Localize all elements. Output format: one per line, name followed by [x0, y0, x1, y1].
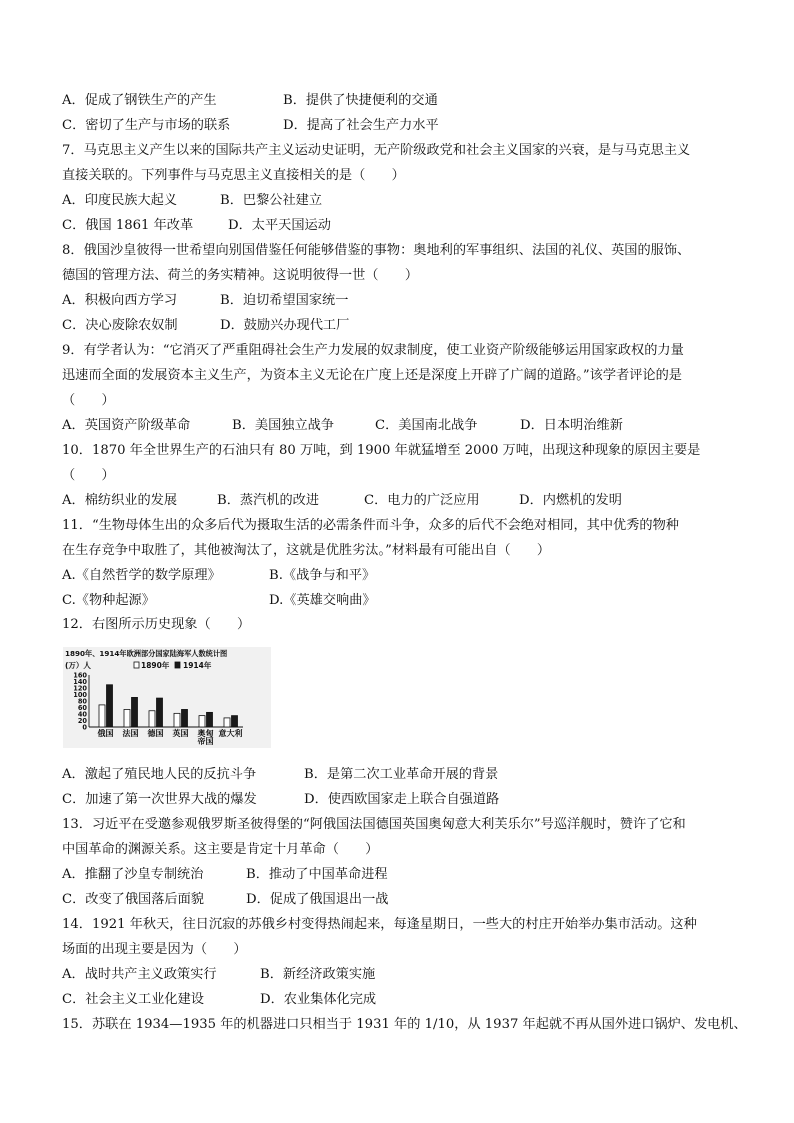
q11-option-b: B.《战争与和平》: [269, 568, 376, 583]
q11-option-d: D.《英雄交响曲》: [269, 593, 376, 608]
q10-option-d: D．内燃机的发明: [519, 493, 622, 508]
bar-1914年-奥匈帝国: [207, 712, 213, 727]
q10-option-b: B．蒸汽机的改进: [217, 493, 320, 508]
x-tick-label: 德国: [147, 729, 164, 738]
x-tick-label: 俄国: [97, 729, 114, 738]
legend-label-1914: 1914年: [183, 661, 212, 670]
q12-bar-chart: [63, 647, 271, 748]
q8-option-b: B．迫切希望国家统一: [220, 293, 349, 308]
q12-option-b: B．是第二次工业革命开展的背景: [304, 767, 499, 782]
q9-option-c: C．美国南北战争: [375, 418, 478, 433]
q7-option-a: A．印度民族大起义: [62, 193, 178, 208]
q8-option-c: C．决心废除农奴制: [62, 318, 178, 333]
q8-option-d: D．鼓励兴办现代工厂: [220, 318, 350, 333]
q7-stem-line-1: 7．马克思主义产生以来的国际共产主义运动史证明，无产阶级政党和社会主义国家的兴衰，是与马克思主义: [62, 143, 691, 158]
q14-stem-line-2: 场面的出现主要是因为（ ）: [62, 942, 247, 957]
bar-1890年-意大利: [224, 718, 230, 727]
y-tick-label: 160: [73, 671, 87, 680]
bar-1914年-意大利: [232, 716, 238, 727]
q7-stem-line-2: 直接关联的。下列事件与马克思主义直接相关的是（ ）: [62, 168, 405, 183]
q13-stem-line-2: 中国革命的渊源关系。这主要是肯定十月革命（ ）: [62, 842, 379, 857]
q14-option-b: B．新经济政策实施: [260, 967, 376, 982]
q10-option-a: A．棉纺织业的发展: [62, 493, 178, 508]
y-tick-label: 20: [77, 717, 87, 725]
q6-option-d: D．提高了社会生产力水平: [283, 118, 439, 133]
q7-option-d: D．太平天国运动: [228, 218, 331, 233]
q11-option-c: C.《物种起源》: [62, 593, 155, 608]
q8-stem-line-2: 德国的管理方法、荷兰的务实精神。这说明彼得一世（ ）: [62, 268, 419, 283]
bar-1890年-法国: [124, 709, 130, 727]
q12-option-a: A．激起了殖民地人民的反抗斗争: [62, 767, 257, 782]
y-tick-label: 120: [73, 684, 87, 693]
q6-option-c: C．密切了生产与市场的联系: [62, 118, 231, 133]
q12-chart-svg: [63, 647, 271, 748]
q10-stem-line-2: （ ）: [62, 468, 115, 483]
q8-option-a: A．积极向西方学习: [62, 293, 178, 308]
q11-stem-line-2: 在生存竞争中取胜了，其他被淘汰了，这就是优胜劣汰。”材料最有可能出自（ ）: [62, 543, 551, 558]
x-tick-label: 英国: [172, 729, 189, 738]
chart-title: 1890年、1914年欧洲部分国家陆海军人数统计图: [65, 649, 228, 658]
q9-stem-line-2: 迅速而全面的发展资本主义生产，为资本主义无论在广度上还是深度上开辟了广阔的道路。”该学者评论的是: [62, 368, 682, 383]
x-tick-label: 帝国: [197, 737, 214, 746]
bar-1890年-俄国: [99, 705, 105, 727]
bar-1914年-英国: [182, 709, 188, 727]
bar-1890年-德国: [149, 711, 155, 727]
bar-1890年-英国: [174, 713, 180, 727]
q9-stem-line-1: 9．有学者认为：“它消灭了严重阻碍社会生产力发展的奴隶制度，使工业资产阶级能够运用国家政权的力量: [62, 343, 684, 358]
y-tick-label: 80: [77, 697, 87, 706]
chart-unit-label: (万）人: [65, 661, 91, 670]
q14-option-a: A．战时共产主义政策实行: [62, 967, 217, 982]
y-tick-label: 60: [77, 704, 87, 712]
q6-option-b: B．提供了快捷便利的交通: [283, 93, 438, 108]
bar-1914年-德国: [157, 698, 163, 727]
y-tick-label: 40: [77, 710, 87, 719]
legend-swatch-1914: [175, 662, 180, 668]
q10-option-c: C．电力的广泛应用: [364, 493, 480, 508]
q12-option-d: D．使西欧国家走上联合自强道路: [304, 792, 500, 807]
q7-option-c: C．俄国 1861 年改革: [62, 218, 194, 233]
q8-stem-line-1: 8．俄国沙皇彼得一世希望向别国借鉴任何能够借鉴的事物：奥地利的军事组织、法国的礼仪、英国的服饰、: [62, 243, 691, 258]
q12-stem: 12．右图所示历史现象（ ）: [62, 617, 251, 632]
q9-stem-line-3: （ ）: [62, 393, 115, 408]
bar-1890年-奥匈帝国: [199, 716, 205, 727]
q11-option-a: A.《自然哲学的数学原理》: [62, 568, 221, 583]
q9-option-d: D．日本明治维新: [520, 418, 623, 433]
q13-stem-line-1: 13．习近平在受邀参观俄罗斯圣彼得堡的“阿俄国法国德国英国奥匈意大利芙乐尔”号巡洋舰时，赞许了它和: [62, 817, 686, 832]
q13-option-b: B．推动了中国革命进程: [246, 867, 388, 882]
q11-stem-line-1: 11．“生物母体生出的众多后代为摄取生活的必需条件而斗争，众多的后代不会绝对相同，其中优秀的物种: [62, 518, 679, 533]
legend-swatch-1890: [134, 662, 139, 668]
y-tick-label: 140: [73, 678, 87, 686]
y-tick-label: 0: [82, 723, 87, 732]
x-tick-label: 法国: [122, 729, 139, 738]
q14-stem-line-1: 14．1921 年秋天，往日沉寂的苏俄乡村变得热闹起来，每逢星期日，一些大的村庄开始举办集市活动。这种: [62, 917, 697, 932]
x-tick-label: 奥匈: [197, 729, 214, 738]
q14-option-c: C．社会主义工业化建设: [62, 992, 204, 1007]
q9-option-b: B．美国独立战争: [232, 418, 335, 433]
q12-option-c: C．加速了第一次世界大战的爆发: [62, 792, 257, 807]
q14-option-d: D．农业集体化完成: [260, 992, 377, 1007]
y-tick-label: 100: [73, 691, 87, 699]
q15-stem-line-1: 15．苏联在 1934—1935 年的机器进口只相当于 1931 年的 1/10，从 1937 年起就不再从国外进口锅炉、发电机、: [62, 1017, 747, 1032]
q13-option-d: D．促成了俄国退出一战: [246, 892, 389, 907]
bar-1914年-俄国: [107, 685, 113, 727]
x-tick-label: 意大利: [218, 729, 243, 738]
q13-option-c: C．改变了俄国落后面貌: [62, 892, 204, 907]
legend-label-1890: 1890年: [141, 661, 170, 670]
bar-1914年-法国: [132, 697, 138, 727]
q9-option-a: A．英国资产阶级革命: [62, 418, 191, 433]
q10-stem-line-1: 10．1870 年全世界生产的石油只有 80 万吨，到 1900 年就猛增至 2000 万吨，出现这种现象的原因主要是: [62, 443, 701, 458]
q6-option-a: A．促成了钢铁生产的产生: [62, 93, 217, 108]
q7-option-b: B．巴黎公社建立: [220, 193, 323, 208]
q13-option-a: A．推翻了沙皇专制统治: [62, 867, 204, 882]
